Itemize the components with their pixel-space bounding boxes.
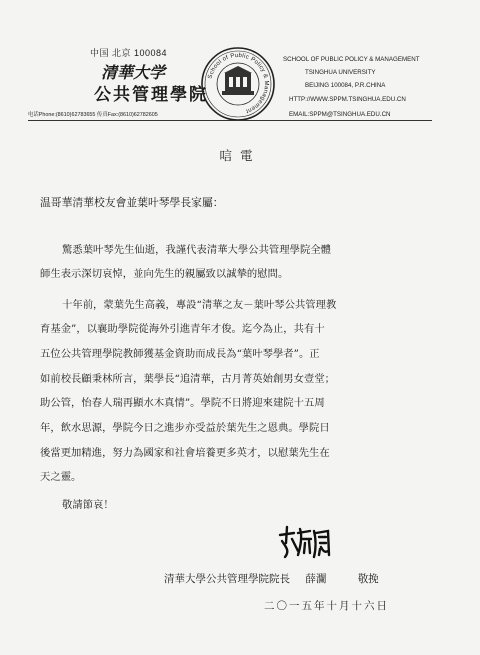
body-line: 師生表示深切哀悼，並向先生的親屬致以誠摯的慰問。 <box>40 268 289 280</box>
city-en: BEIJING 100084, P.R.CHINA <box>305 82 386 89</box>
school-name-en: SCHOOL OF PUBLIC POLICY & MANAGEMENT <box>283 56 420 63</box>
university-en: TSINGHUA UNIVERSITY <box>305 69 376 76</box>
header-divider <box>28 120 432 121</box>
address-cn: 中国 北京 100084 <box>90 48 168 58</box>
email: EMAIL:SPPM@TSINGHUA.EDU.CN <box>289 111 391 118</box>
calligraphy-logo: 清華大学 <box>101 63 166 82</box>
handwritten-signature-icon <box>276 521 336 561</box>
body-line: 如前校長顧秉林所言，葉學長“追清華，古月菁英始創男女壹堂； <box>40 373 336 385</box>
body-line: 育基金”，以襄助學院從海外引進青年才俊。迄今為止，共有十 <box>40 323 325 335</box>
phone-fax: 电话Phone:(8610)62783655 传真Fax:(8610)62782605 <box>28 112 158 118</box>
body-line: 十年前，蒙葉先生高義，專設“清華之友－葉叶琴公共管理教 <box>62 299 337 311</box>
body-line: 後當更加精進，努力為國家和社會培養更多英才，以慰葉先生在 <box>40 447 330 459</box>
seal-text: School of Public Policy & Management <box>207 52 270 114</box>
body-line: 五位公共管理學院教師獲基金資助而成長為“葉叶琴學者”。正 <box>40 348 320 360</box>
salutation: 温哥華清華校友會並葉叶琴學長家屬： <box>40 196 224 209</box>
letter-title: 唁電 <box>219 148 261 163</box>
body-line: 驚悉葉叶琴先生仙逝，我謹代表清華大學公共管理學院全體 <box>62 244 332 256</box>
signature-title: 清華大學公共管理學院院長 <box>164 573 290 585</box>
signature-closing: 敬挽 <box>357 573 379 585</box>
website: HTTP://WWW.SPPM.TSINGHUA.EDU.CN <box>289 96 406 103</box>
body-line: 敬請節哀！ <box>62 499 114 511</box>
signature-line <box>164 571 379 586</box>
body-line: 年，飲水思源，學院今日之進步亦受益於葉先生之恩典。學院日 <box>40 422 330 434</box>
signature-name: 薛瀾 <box>305 573 327 585</box>
school-name-cn: 公共管理學院 <box>94 85 208 105</box>
body-line: 助公管，怡春人瑞再顯水木真情”。學院不日將迎來建院十五周 <box>40 397 325 409</box>
letter-date: 二〇一五年十月十六日 <box>264 600 389 612</box>
school-seal-icon <box>200 46 276 122</box>
body-line: 天之靈。 <box>40 471 82 483</box>
